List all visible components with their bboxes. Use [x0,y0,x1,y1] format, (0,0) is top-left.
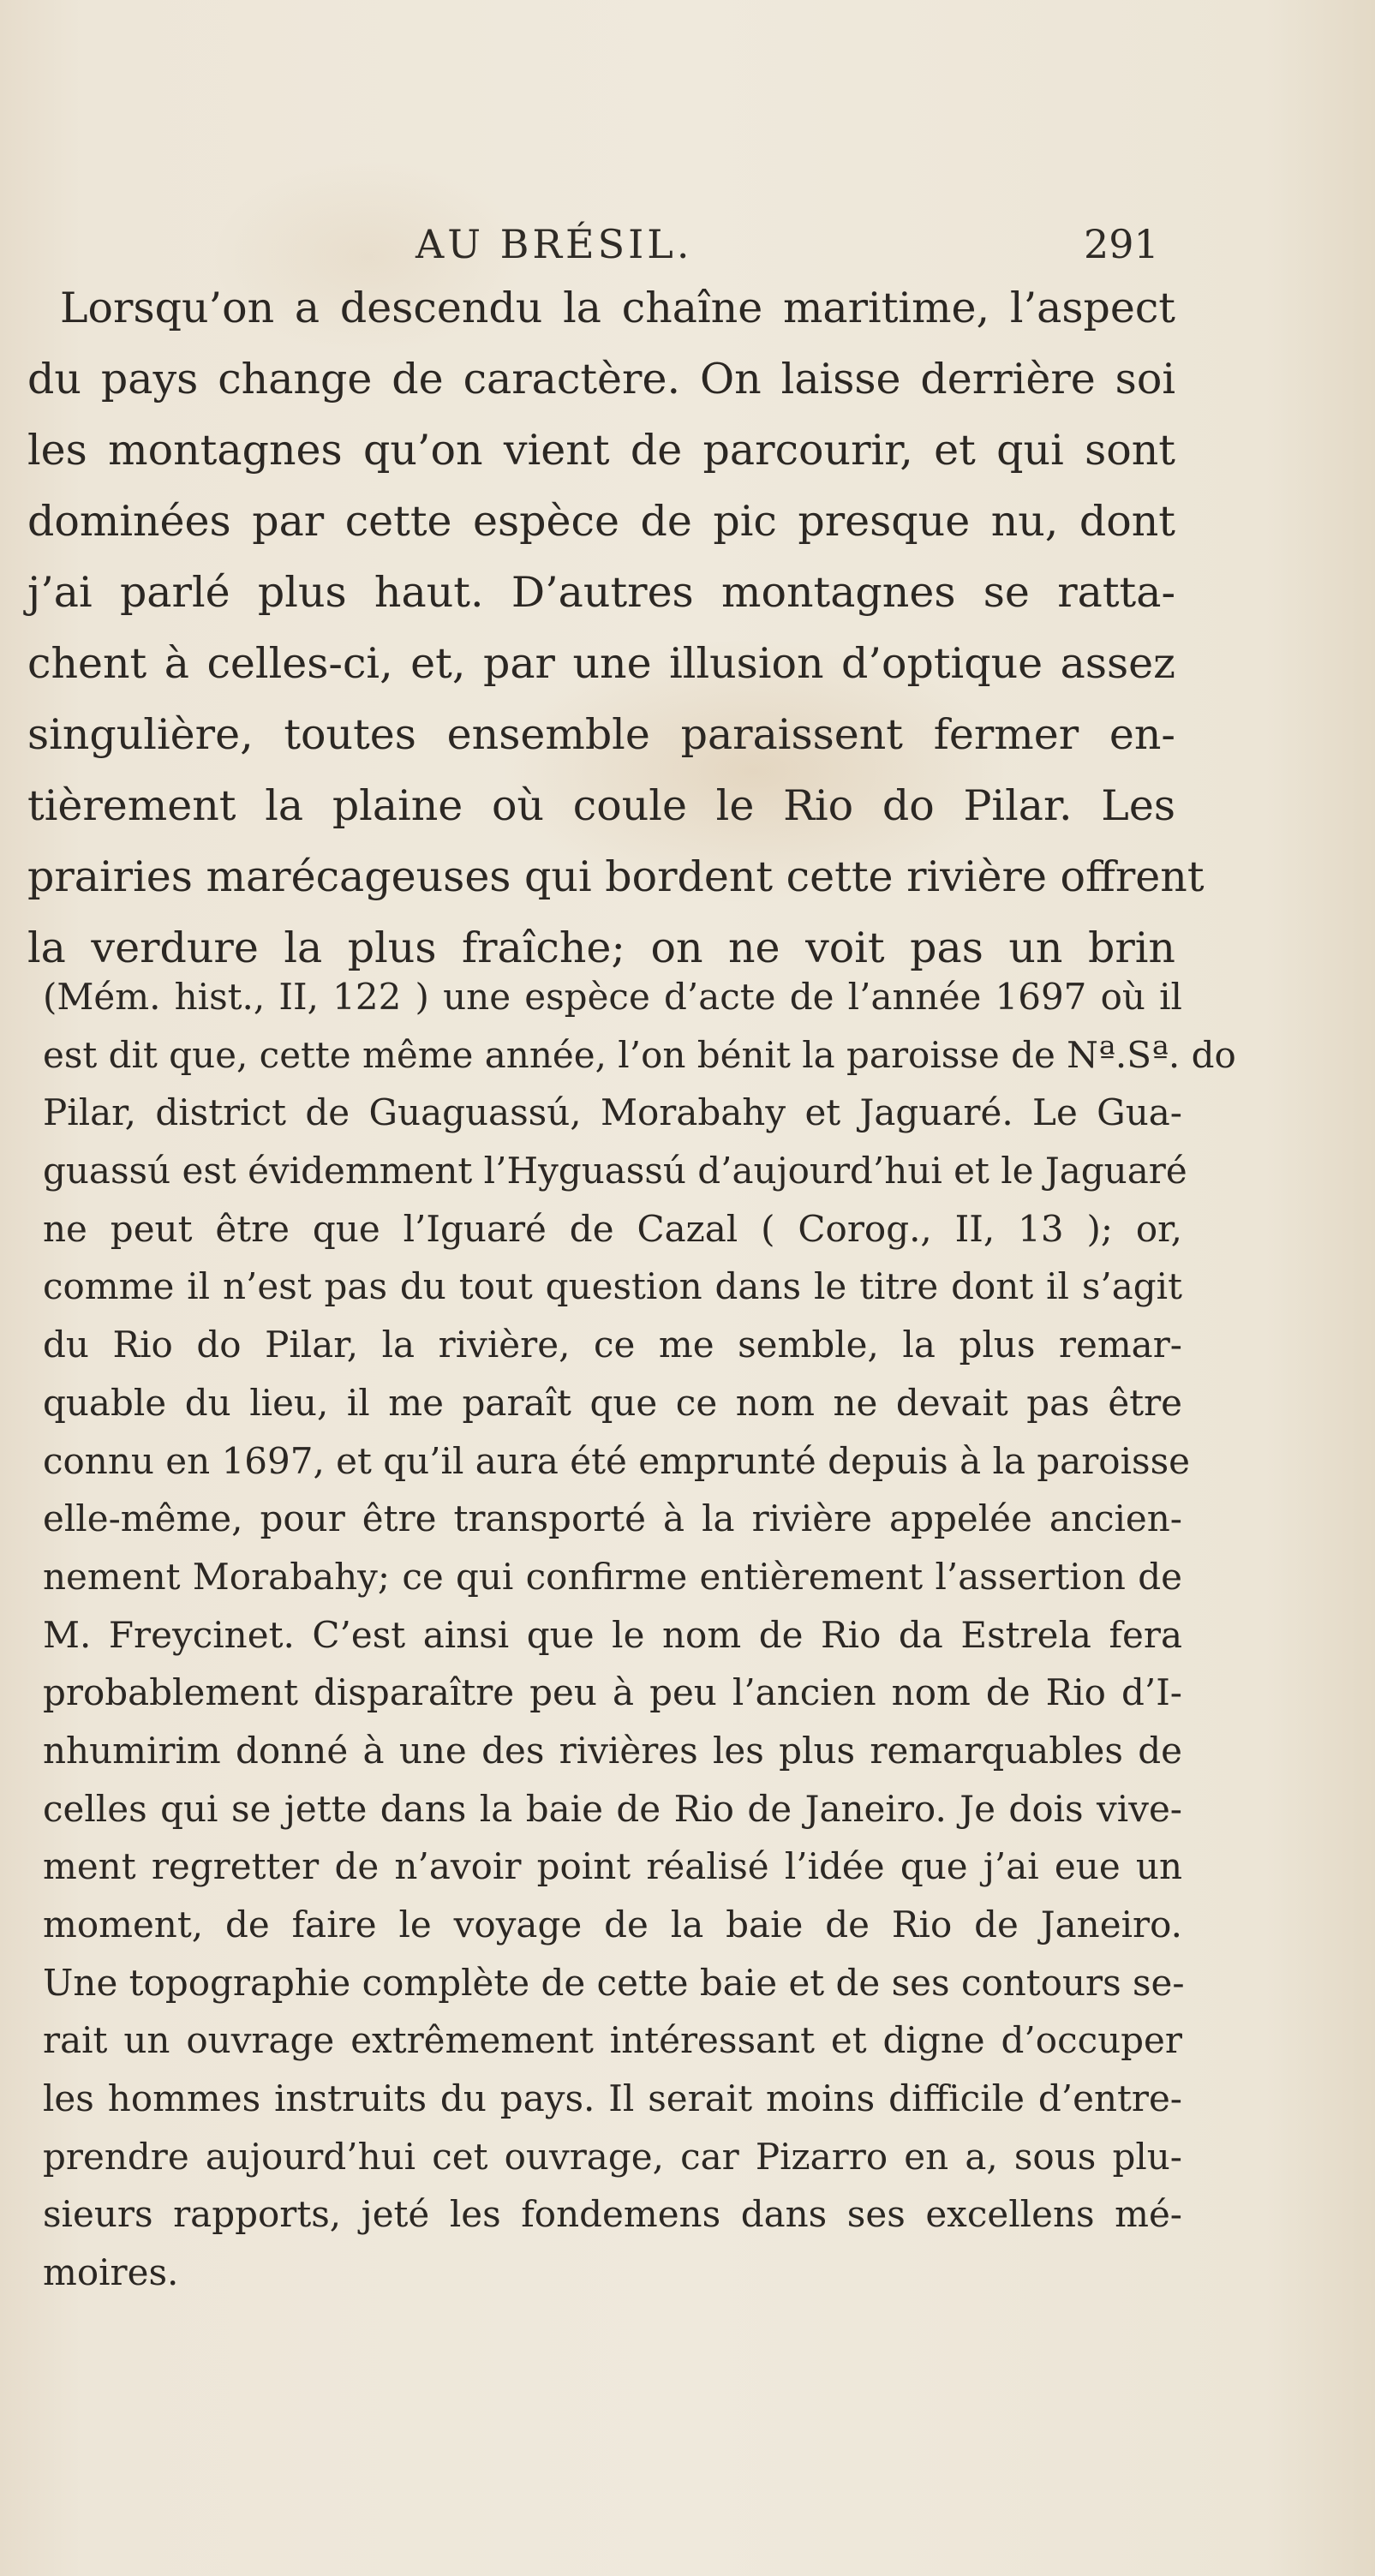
footnote-line: nement Morabahy; ce qui confirme entièrement l’assertion de [43,1555,1182,1598]
footnote [43,968,1236,2302]
main-text-line: chent à celles-ci, et, par une illusion d’optique assez [27,639,1175,688]
main-text-line: les montagnes qu’on vient de parcourir, et qui sont [27,426,1175,475]
footnote-line: comme il n’est pas du tout question dans le titre dont il s’agit [43,1265,1182,1308]
footnote-line: les hommes instruits du pays. Il serait moins difficile d’entre- [43,2077,1182,2120]
footnote-line: nhumirim donné à une des rivières les plus remarquables de [43,1729,1182,1772]
running-head: AU BRÉSIL. [415,221,693,267]
page-header [0,218,1375,270]
footnote-line: elle-même, pour être transporté à la rivière appelée ancien- [43,1497,1182,1540]
main-text-line: Lorsqu’on a descendu la chaîne maritime, l’aspect [60,284,1175,332]
footnote-line: ne peut être que l’Iguaré de Cazal ( Corog., II, 13 ); or, [43,1207,1182,1250]
footnote-line: ment regretter de n’avoir point réalisé l’idée que j’ai eue un [43,1845,1182,1888]
footnote-line: quable du lieu, il me paraît que ce nom ne devait pas être [43,1381,1182,1424]
footnote-line: du Rio do Pilar, la rivière, ce me semble, la plus remar- [43,1324,1182,1366]
main-text-line: singulière, toutes ensemble paraissent fermer en- [27,710,1175,759]
footnote-line: moires. [43,2251,179,2294]
footnote-line: moment, de faire le voyage de la baie de Rio de Janeiro. [43,1904,1182,1945]
footnote-line: sieurs rapports, jeté les fondemens dans ses excellens mé- [43,2193,1182,2236]
main-text-line: du pays change de caractère. On laisse derrière soi [27,355,1175,403]
footnote-line: rait un ouvrage extrêmement intéressant et digne d’occuper [43,2019,1182,2062]
footnote-line: Pilar, district de Guaguassú, Morabahy et Jaguaré. Le Gua- [43,1091,1182,1134]
footnote-line: (Mém. hist., II, 122 ) une espèce d’acte de l’année 1697 où il [43,976,1182,1018]
footnote-line: est dit que, cette même année, l’on bénit la paroisse de Nª.Sª. do [43,1033,1236,1076]
main-text-line: prairies marécageuses qui bordent cette rivière offrent [27,852,1205,901]
footnote-line: connu en 1697, et qu’il aura été emprunté depuis à la paroisse [43,1439,1190,1482]
main-text [27,272,1205,983]
footnote-line: guassú est évidemment l’Hyguassú d’aujourd’hui et le Jaguaré [43,1150,1187,1192]
footnote-line: celles qui se jette dans la baie de Rio de Janeiro. Je dois vive- [43,1787,1182,1830]
footnote-line: Une topographie complète de cette baie et de ses contours se- [43,1961,1185,2004]
footnote-line: probablement disparaître peu à peu l’ancien nom de Rio d’I- [43,1671,1182,1714]
main-text-line: la verdure la plus fraîche; on ne voit pas un brin [27,923,1175,972]
footnote-line: M. Freycinet. C’est ainsi que le nom de Rio da Estrela fera [43,1613,1182,1656]
footnote-line: prendre aujourd’hui cet ouvrage, car Pizarro en a, sous plu- [43,2135,1182,2178]
main-text-line: tièrement la plaine où coule le Rio do Pilar. Les [27,781,1175,830]
main-text-line: dominées par cette espèce de pic presque nu, dont [27,497,1175,546]
main-text-line: j’ai parlé plus haut. D’autres montagnes se ratta- [27,568,1175,617]
page-number: 291 [1084,221,1159,267]
